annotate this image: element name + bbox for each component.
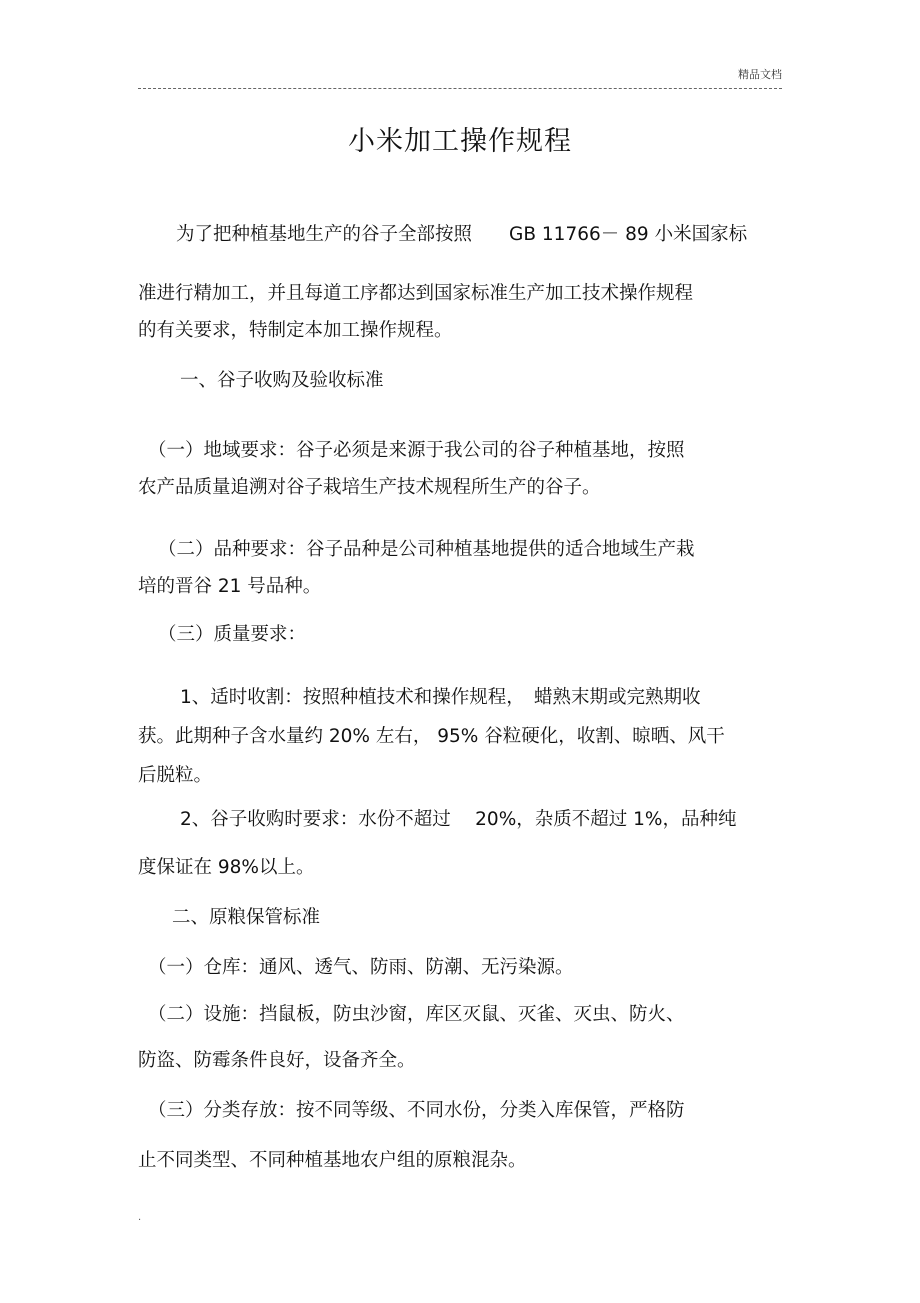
section-1-item-2-line-2: 培的晋谷 21 号品种。 [138,576,322,597]
section-2-item-2-line-2: 防盗、防霉条件良好，设备齐全。 [138,1050,416,1071]
intro-line-1: 为了把种植基地生产的谷子全部按照 GB 11766－ 89 小米国家标 [176,224,748,245]
section-1-item-2-line-1: （二）品种要求：谷子品种是公司种植基地提供的适合地域生产栽 [158,539,695,560]
document-title: 小米加工操作规程 [348,126,572,157]
section-1-item-1-line-2: 农产品质量追溯对谷子栽培生产技术规程所生产的谷子。 [138,477,601,498]
section-2-item-3-line-2: 止不同类型、不同种植基地农户组的原粮混杂。 [138,1150,527,1171]
section-1-item-1-line-1: （一）地域要求：谷子必须是来源于我公司的谷子种植基地，按照 [148,440,685,461]
section-2-item-1: （一）仓库：通风、透气、防雨、防潮、无污染源。 [148,957,574,978]
quality-sub-1-line-2: 获。此期种子含水量约 20% 左右， 95% 谷粒硬化，收割、晾晒、风干 [138,726,725,747]
section-2-item-3-line-1: （三）分类存放：按不同等级、不同水份，分类入库保管，严格防 [148,1100,685,1121]
section-2-heading: 二、原粮保管标准 [172,907,321,928]
quality-sub-1-line-1: 1、适时收割：按照种植技术和操作规程， 蜡熟末期或完熟期收 [180,687,701,708]
header-label: 精品文档 [738,68,782,81]
quality-sub-2-line-2: 度保证在 98%以上。 [138,857,315,878]
intro-line-2: 准进行精加工，并且每道工序都达到国家标准生产加工技术操作规程 [138,283,694,304]
quality-sub-1-line-3: 后脱粒。 [138,765,213,786]
header-divider [138,88,782,89]
section-1-item-3-heading: （三）质量要求： [158,624,307,645]
quality-sub-2-line-1: 2、谷子收购时要求：水份不超过 20%，杂质不超过 1%，品种纯 [180,809,737,830]
section-1-heading: 一、谷子收购及验收标准 [180,370,384,391]
intro-line-3: 的有关要求，特制定本加工操作规程。 [138,320,453,341]
section-2-item-2-line-1: （二）设施：挡鼠板，防虫沙窗，库区灭鼠、灭雀、灭虫、防火、 [148,1004,685,1025]
footer-mark: . [138,1212,142,1223]
